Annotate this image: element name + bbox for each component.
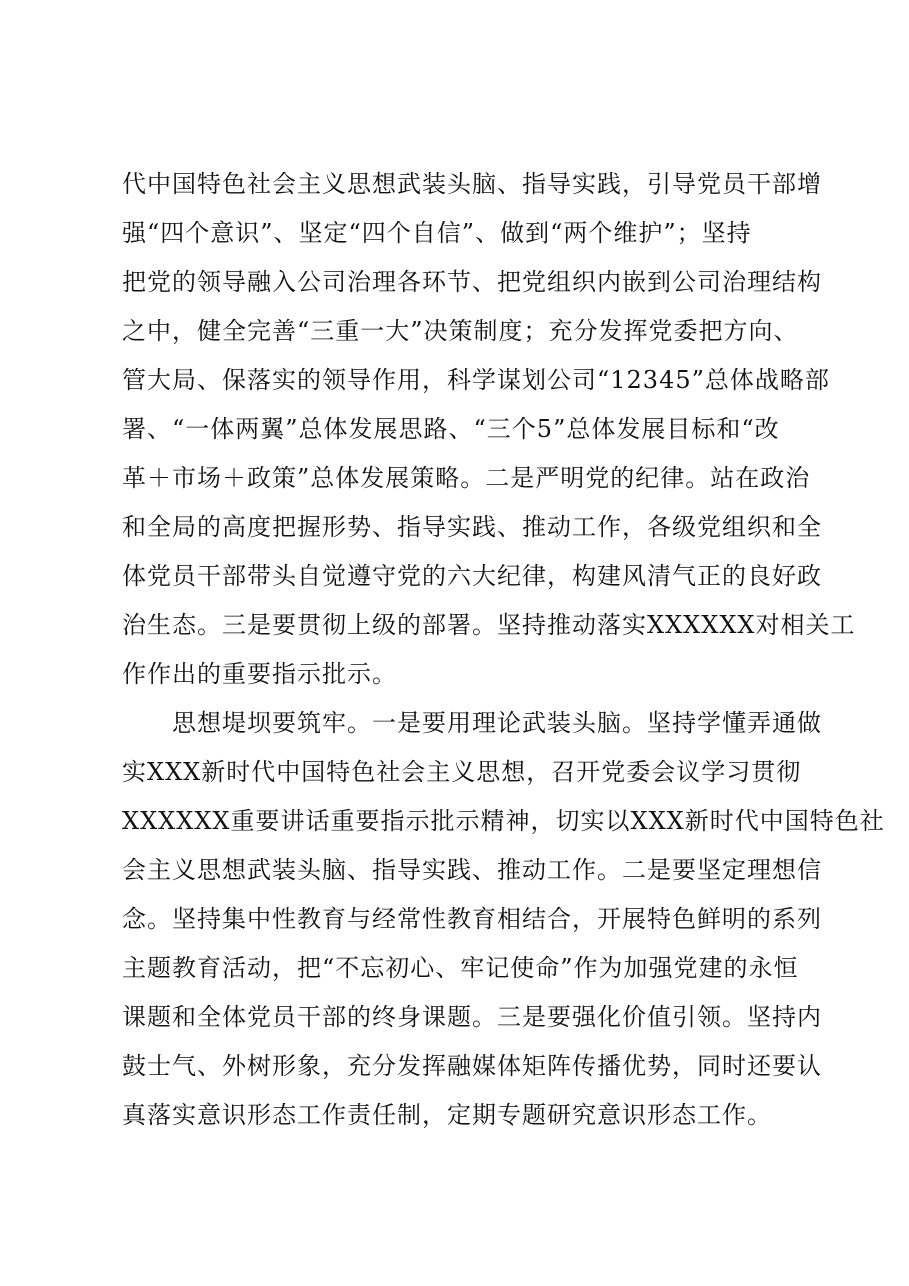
paragraph-1: [122, 160, 856, 699]
text-line: 代中国特色社会主义思想武装头脑、指导实践，引导党员干部增: [122, 170, 822, 198]
text-line: 念。坚持集中性教育与经常性教育相结合，开展特色鲜明的系列: [122, 905, 822, 933]
text-line: 和全局的高度把握形势、指导实践、推动工作，各级党组织和全: [122, 513, 822, 541]
text-line: 之中，健全完善“三重一大”决策制度；充分发挥党委把方向、: [122, 317, 799, 345]
text-line: 思想堤坝要筑牢。一是要用理论武装头脑。坚持学懂弄通做: [122, 709, 822, 737]
text-line: XXXXXX重要讲话重要指示批示精神，切实以XXX新时代中国特色社: [122, 807, 885, 835]
text-line: 署、“一体两翼”总体发展思路、“三个5”总体发展目标和“改: [122, 415, 780, 443]
text-line: 作作出的重要指示批示。: [122, 660, 397, 688]
text-line: 真落实意识形态工作责任制，定期专题研究意识形态工作。: [122, 1101, 772, 1129]
text-line: 强“四个意识”、坚定“四个自信”、做到“两个维护”；坚持: [122, 219, 752, 247]
text-line: 管大局、保落实的领导作用，科学谋划公司“12345”总体战略部: [122, 366, 830, 394]
text-line: 治生态。三是要贯彻上级的部署。坚持推动落实XXXXXX对相关工: [122, 611, 856, 639]
paragraph-2: [122, 699, 885, 1140]
text-line: 鼓士气、外树形象，充分发挥融媒体矩阵传播优势，同时还要认: [122, 1052, 822, 1080]
document-body: [122, 160, 885, 1140]
text-line: 实XXX新时代中国特色社会主义思想，召开党委会议学习贯彻: [122, 758, 802, 786]
text-line: 体党员干部带头自觉遵守党的六大纪律，构建风清气正的良好政: [122, 562, 822, 590]
text-line: 革＋市场＋政策”总体发展策略。二是严明党的纪律。站在政治: [122, 464, 811, 492]
text-line: 课题和全体党员干部的终身课题。三是要强化价值引领。坚持内: [122, 1003, 822, 1031]
text-line: 主题教育活动，把“不忘初心、牢记使命”作为加强党建的永恒: [122, 954, 799, 982]
text-line: 把党的领导融入公司治理各环节、把党组织内嵌到公司治理结构: [122, 268, 822, 296]
text-line: 会主义思想武装头脑、指导实践、推动工作。二是要坚定理想信: [122, 856, 822, 884]
